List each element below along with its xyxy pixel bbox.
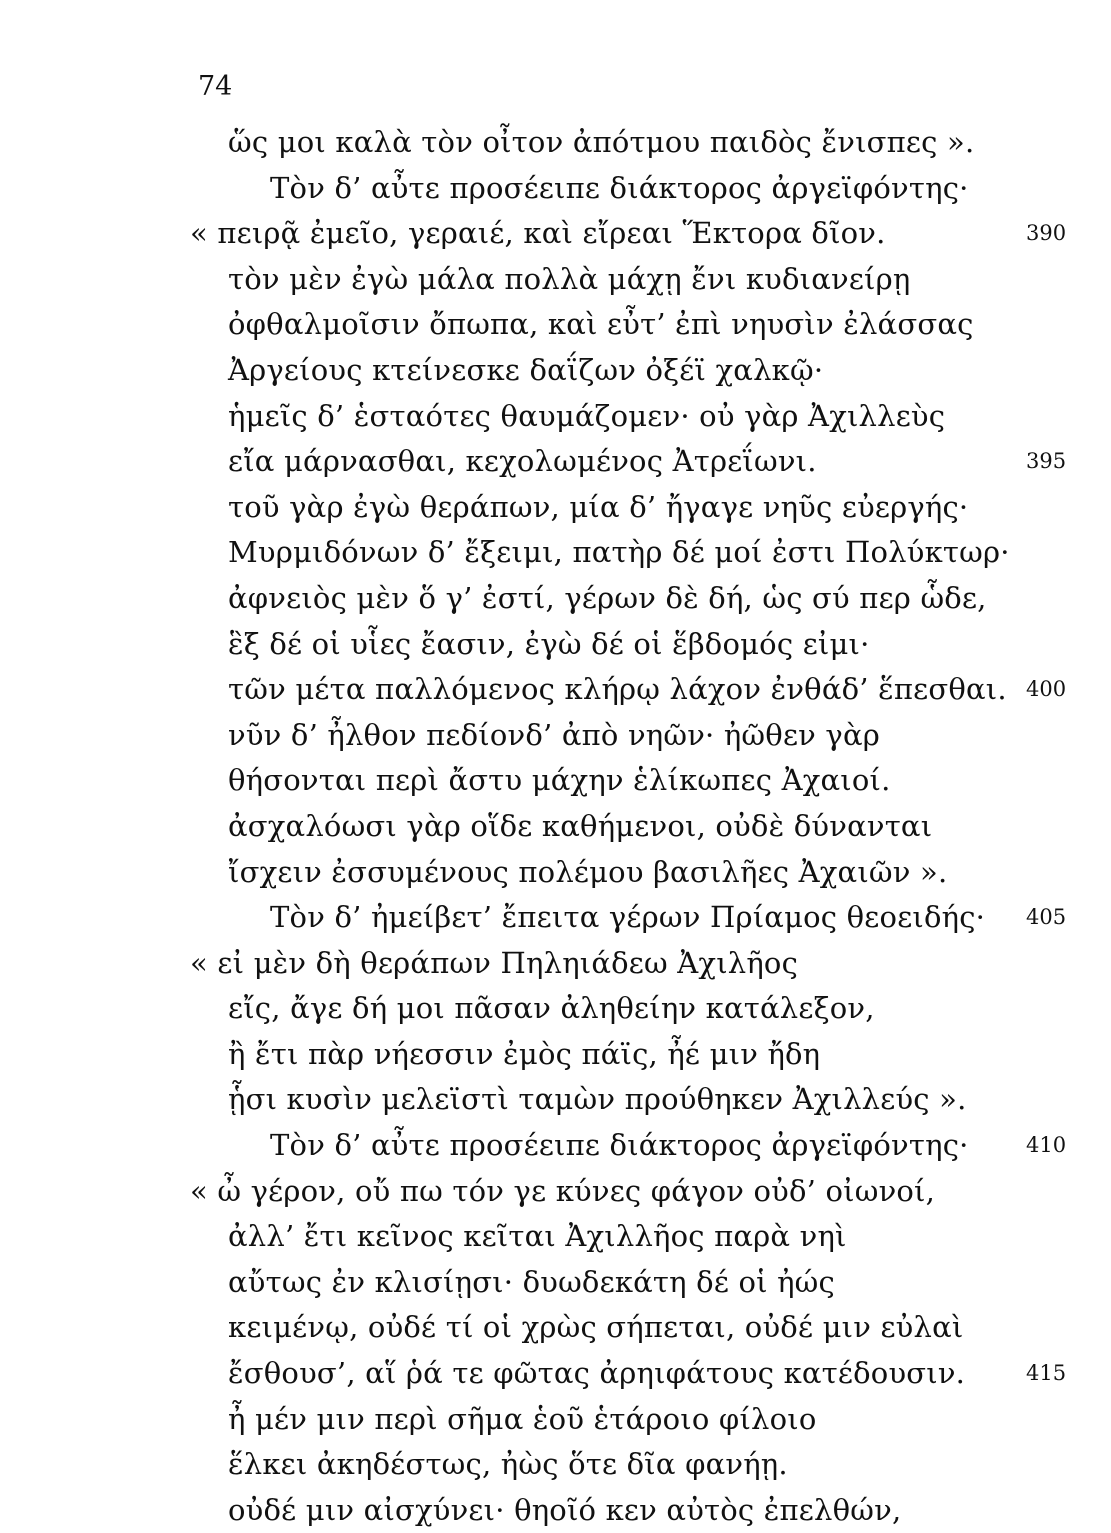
verse-line — [0, 804, 1111, 850]
verse-text: ἢ ἔτι πὰρ νήεσσιν ἐμὸς πάϊς, ἦέ μιν ἤδη — [228, 1036, 821, 1071]
line-number: 400 — [1026, 677, 1067, 702]
verse-line — [0, 667, 1111, 713]
verse-text: ἕλκει ἀκηδέστως, ἠὼς ὅτε δῖα φανήῃ. — [228, 1447, 788, 1482]
verse-line — [0, 576, 1111, 622]
verse-text: θήσονται περὶ ἄστυ μάχην ἑλίκωπες Ἀχαιοί. — [228, 763, 891, 798]
verse-line — [0, 1169, 1111, 1215]
verse-text: ἴσχειν ἐσσυμένους πολέμου βασιλῆες Ἀχαιῶν ». — [228, 854, 948, 889]
verse-block — [0, 120, 1111, 1533]
verse-text: « ὦ γέρον, οὔ πω τόν γε κύνες φάγον οὐδ’ οἰωνοί, — [190, 1173, 936, 1208]
verse-line — [0, 1442, 1111, 1488]
verse-line — [0, 850, 1111, 896]
verse-line — [0, 1305, 1111, 1351]
verse-line — [0, 302, 1111, 348]
verse-text: οὐδέ μιν αἰσχύνει· θηοῖό κεν αὐτὸς ἐπελθών, — [228, 1492, 902, 1527]
line-number: 405 — [1026, 905, 1067, 930]
verse-text: τοῦ γὰρ ἐγὼ θεράπων, μία δ’ ἤγαγε νηῦς εὐεργής· — [228, 489, 969, 524]
page-number: 74 — [198, 71, 233, 102]
verse-text: ᾗσι κυσὶν μελεϊστὶ ταμὼν προύθηκεν Ἀχιλλεύς ». — [228, 1082, 967, 1117]
line-number: 395 — [1026, 449, 1067, 474]
verse-text: ὀφθαλμοῖσιν ὄπωπα, καὶ εὖτ’ ἐπὶ νηυσὶν ἐλάσσας — [228, 307, 974, 342]
verse-text: ἓξ δέ οἱ υἷες ἔασιν, ἐγὼ δέ οἱ ἕβδομός εἰμι· — [228, 626, 870, 661]
verse-text: ἔσθουσ’, αἵ ῥά τε φῶτας ἀρηιφάτους κατέδουσιν. — [228, 1356, 966, 1391]
verse-line — [0, 895, 1111, 941]
verse-line — [0, 1032, 1111, 1078]
verse-line — [0, 941, 1111, 987]
verse-text: Ἀργείους κτείνεσκε δαΐζων ὀξέϊ χαλκῷ· — [228, 352, 824, 387]
verse-text: ἡμεῖς δ’ ἑσταότες θαυμάζομεν· οὐ γὰρ Ἀχιλλεὺς — [228, 398, 946, 433]
line-number: 410 — [1026, 1133, 1067, 1158]
verse-line — [0, 439, 1111, 485]
verse-text: Τὸν δ’ αὖτε προσέειπε διάκτορος ἀργεϊφόντης· — [270, 170, 969, 205]
verse-line — [0, 348, 1111, 394]
line-number: 390 — [1026, 221, 1067, 246]
verse-line — [0, 1351, 1111, 1397]
verse-line — [0, 1260, 1111, 1306]
line-number: 415 — [1026, 1361, 1067, 1386]
verse-text: Τὸν δ’ αὖτε προσέειπε διάκτορος ἀργεϊφόντης· — [270, 1128, 969, 1163]
verse-line — [0, 622, 1111, 668]
verse-text: ἀλλ’ ἔτι κεῖνος κεῖται Ἀχιλλῆος παρὰ νηὶ — [228, 1219, 847, 1254]
verse-line — [0, 1123, 1111, 1169]
verse-line — [0, 758, 1111, 804]
verse-text: εἴς, ἄγε δή μοι πᾶσαν ἀληθείην κατάλεξον, — [228, 991, 875, 1026]
verse-line — [0, 1077, 1111, 1123]
verse-text: Μυρμιδόνων δ’ ἔξειμι, πατὴρ δέ μοί ἐστι Πολύκτωρ· — [228, 535, 1010, 570]
verse-text: τῶν μέτα παλλόμενος κλήρῳ λάχον ἐνθάδ’ ἕπεσθαι. — [228, 672, 1007, 707]
verse-text: ἀσχαλόωσι γὰρ οἵδε καθήμενοι, οὐδὲ δύνανται — [228, 808, 933, 843]
verse-text: αὔτως ἐν κλισίῃσι· δυωδεκάτη δέ οἱ ἠώς — [228, 1264, 835, 1299]
verse-text: ἦ μέν μιν περὶ σῆμα ἑοῦ ἑτάροιο φίλοιο — [228, 1401, 817, 1436]
verse-line — [0, 530, 1111, 576]
verse-line — [0, 485, 1111, 531]
verse-text: ἀφνειὸς μὲν ὅ γ’ ἐστί, γέρων δὲ δή, ὡς σύ περ ὧδε, — [228, 580, 987, 615]
verse-line — [0, 166, 1111, 212]
verse-text: τὸν μὲν ἐγὼ μάλα πολλὰ μάχῃ ἔνι κυδιανείρῃ — [228, 261, 911, 296]
verse-line — [0, 211, 1111, 257]
verse-text: νῦν δ’ ἦλθον πεδίονδ’ ἀπὸ νηῶν· ἠῶθεν γὰρ — [228, 717, 880, 752]
verse-line — [0, 1397, 1111, 1443]
verse-text: κειμένῳ, οὐδέ τί οἱ χρὼς σήπεται, οὐδέ μιν εὐλαὶ — [228, 1310, 964, 1345]
verse-text: « πειρᾷ ἐμεῖο, γεραιέ, καὶ εἴρεαι Ἕκτορα δῖον. — [190, 216, 886, 251]
verse-line — [0, 1214, 1111, 1260]
verse-line — [0, 120, 1111, 166]
verse-line — [0, 1488, 1111, 1533]
verse-text: « εἰ μὲν δὴ θεράπων Πηληιάδεω Ἀχιλῆος — [190, 945, 799, 980]
verse-line — [0, 986, 1111, 1032]
verse-text: Τὸν δ’ ἠμείβετ’ ἔπειτα γέρων Πρίαμος θεοειδής· — [270, 900, 986, 935]
verse-line — [0, 713, 1111, 759]
verse-line — [0, 257, 1111, 303]
verse-line — [0, 394, 1111, 440]
verse-text: ὥς μοι καλὰ τὸν οἶτον ἀπότμου παιδὸς ἔνισπες ». — [228, 125, 975, 159]
verse-text: εἴα μάρνασθαι, κεχολωμένος Ἀτρεΐωνι. — [228, 444, 817, 479]
